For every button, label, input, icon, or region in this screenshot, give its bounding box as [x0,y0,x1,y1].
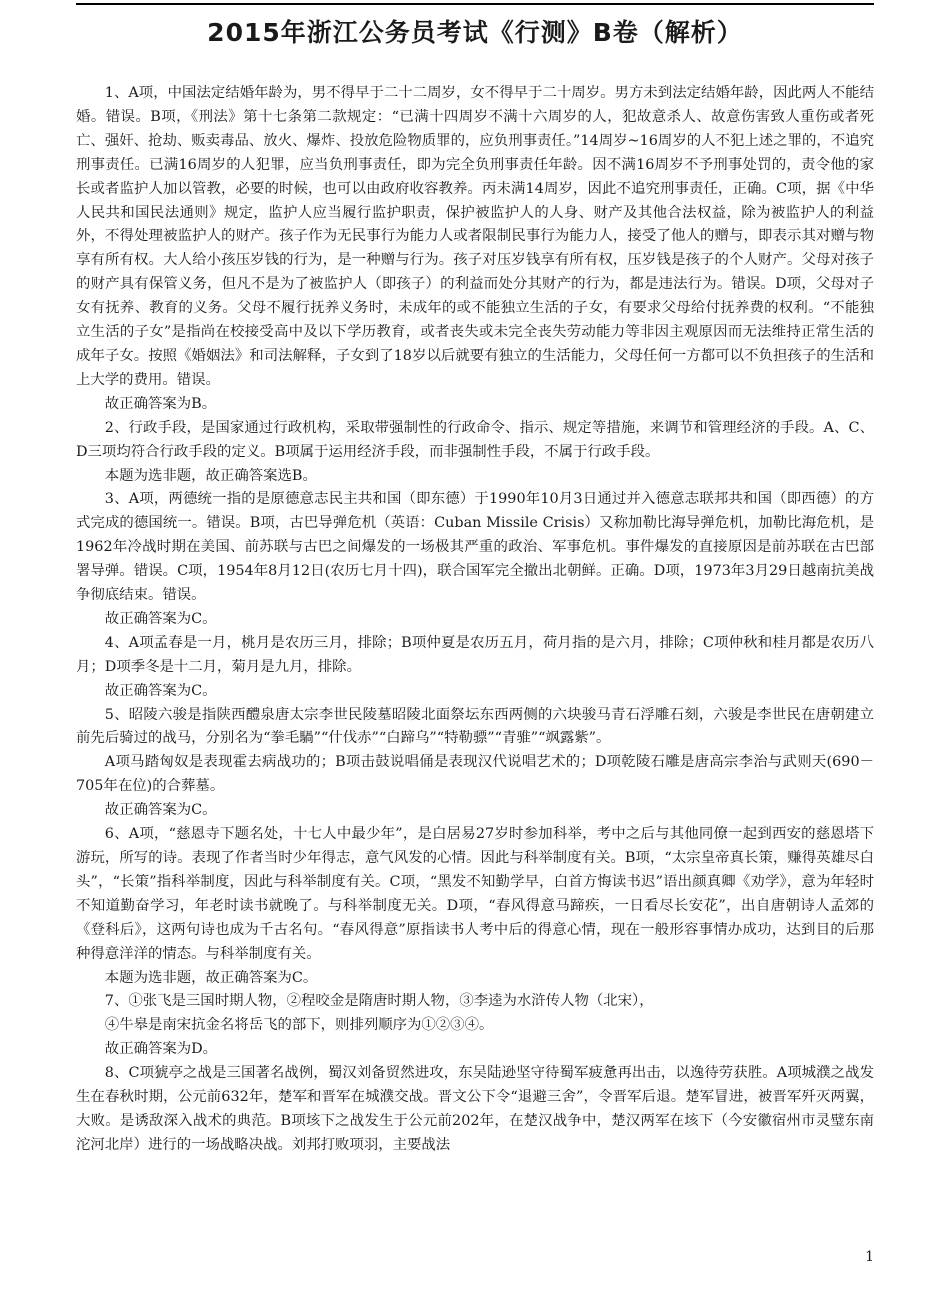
page-number: 1 [865,1249,874,1265]
answer-q5: 故正确答案为C。 [104,802,217,819]
paragraph-q1: 1、A项，中国法定结婚年龄为，男不得早于二十二周岁，女不得早于二十周岁。男方未到法定结婚年龄，因此两人不能结婚。错误。B项，《刑法》第十七条第二款规定：“已满十四周岁不满十六周岁的人，犯故意杀人、故意伤害致人重伤或者死亡、强奸、抢劫、贩卖毒品、放火、爆炸、投放危险物质罪的，应负刑事责任。”14周岁~16周岁的人不犯上述之罪的，不追究刑事责任。已满16周岁的人犯罪，应当负刑事责任，即为完全负刑事责任年龄。因不满16周岁不予刑事处罚的，责令他的家长或者监护人加以管教，必要的时候，也可以由政府收容教养。丙未满14周岁，因此不追究刑事责任，正确。C项，据《中华人民共和国民法通则》规定，监护人应当履行监护职责，保护被监护人的人身、财产及其他合法权益，除为被监护人的利益外，不得处理被监护人的财产。孩子作为无民事行为能力人或者限制民事行为能力人，接受了他人的赠与，即表示其对赠与物享有所有权。大人给小孩压岁钱的行为，是一种赠与行为。孩子对压岁钱享有所有权，压岁钱是孩子的个人财产。父母对孩子的财产具有保管义务，但凡不是为了被监护人（即孩子）的利益而处分其财产的行为，都是违法行为。错误。D项，父母对子女有抚养、教育的义务。父母不履行抚养义务时，未成年的或不能独立生活的子女，有要求父母给付抚养费的权利。“不能独立生活的子女”是指尚在校接受高中及以下学历教育，或者丧失或未完全丧失劳动能力等非因主观原因而无法维持正常生活的成年子女。按照《婚姻法》和司法解释，子女到了18岁以后就要有独立的生活能力，父母任何一方都可以不负担孩子的生活和上大学的费用。错误。 [76,85,874,388]
document-body [76,82,874,1158]
answer-q3: 故正确答案为C。 [104,610,217,627]
paragraph-q7: 7、①张飞是三国时期人物，②程咬金是隋唐时期人物，③李逵为水浒传人物（北宋）， [104,993,654,1010]
answer-q4: 故正确答案为C。 [104,682,217,699]
answer-q7: 故正确答案为D。 [104,1041,218,1058]
header-rule [76,3,874,5]
paragraph-q8: 8、C项猇亭之战是三国著名战例，蜀汉刘备贸然进攻，东吴陆逊坚守待蜀军疲惫再出击，以逸待劳获胜。A项城濮之战发生在春秋时期，公元前632年，楚军和晋军在城濮交战。晋文公下令“退避三舍”，令晋军后退。楚军冒进，被晋军歼灭两翼，大败。是诱敌深入战术的典范。B项垓下之战发生于公元前202年，在楚汉战争中，楚汉两军在垓下（今安徽宿州市灵璧东南沱河北岸）进行的一场战略决战。刘邦打败项羽，主要战法 [76,1065,874,1153]
paragraph-q5-options: A项马踏匈奴是表现霍去病战功的；B项击鼓说唱俑是表现汉代说唱艺术的；D项乾陵石雕是唐高宗李治与武则天(690－705年在位)的合葬墓。 [76,754,874,795]
paragraph-q4: 4、A项孟春是一月，桃月是农历三月，排除；B项仲夏是农历五月，荷月指的是六月，排除；C项仲秋和桂月都是农历八月；D项季冬是十二月，菊月是九月，排除。 [76,634,874,675]
paragraph-q6: 6、A项，“慈恩寺下题名处，十七人中最少年”，是白居易27岁时参加科举，考中之后与其他同僚一起到西安的慈恩塔下游玩，所写的诗。表现了作者当时少年得志，意气风发的心情。因此与科举制度有关。B项，“太宗皇帝真长策，赚得英雄尽白头”，“长策”指科举制度，因此与科举制度有关。C项，“黑发不知勤学早，白首方悔读书迟”语出颜真卿《劝学》，意为年轻时不知道勤奋学习，年老时读书就晚了。与科举制度无关。D项，“春风得意马蹄疾，一日看尽长安花”，出自唐朝诗人孟郊的《登科后》，这两句诗也成为千古名句。“春风得意”原指读书人考中后的得意心情，现在一般形容事情办成功，达到目的后那种得意洋洋的情态。与科举制度有关。 [76,826,874,962]
paragraph-q3: 3、A项，两德统一指的是原德意志民主共和国（即东德）于1990年10月3日通过并入德意志联邦共和国（即西德）的方式完成的德国统一。错误。B项，古巴导弹危机（英语：Cuban Missile Crisis）又称加勒比海导弹危机，加勒比海危机，是1962年冷战时期在美国、前苏联与古巴之间爆发的一场极其严重的政治、军事危机。事件爆发的直接原因是前苏联在古巴部署导弹。错误。C项，1954年8月12日(农历七月十四)，联合国军完全撤出北朝鲜。正确。D项，1973年3月29日越南抗美战争彻底结束。错误。 [76,491,874,604]
answer-q2: 本题为选非题，故正确答案选B。 [104,467,317,484]
paragraph-q5: 5、昭陵六骏是指陕西醴泉唐太宗李世民陵墓昭陵北面祭坛东西两侧的六块骏马青石浮雕石刻，六骏是李世民在唐朝建立前先后骑过的战马，分别名为“拳毛騧”“什伐赤”“白蹄乌”“特勒骠”“青骓”“飒露紫”。 [76,706,874,747]
answer-q1: 故正确答案为B。 [104,395,217,412]
paragraph-q2: 2、行政手段，是国家通过行政机构，采取带强制性的行政命令、指示、规定等措施，来调节和管理经济的手段。A、C、D三项均符合行政手段的定义。B项属于运用经济手段，而非强制性手段，不属于行政手段。 [76,419,874,460]
paragraph-q7-continued: ④牛皋是南宋抗金名将岳飞的部下，则排列顺序为①②③④。 [104,1017,494,1034]
page-title: 2015年浙江公务员考试《行测》B卷（解析） [207,18,743,47]
answer-q6: 本题为选非题，故正确答案为C。 [104,969,318,986]
